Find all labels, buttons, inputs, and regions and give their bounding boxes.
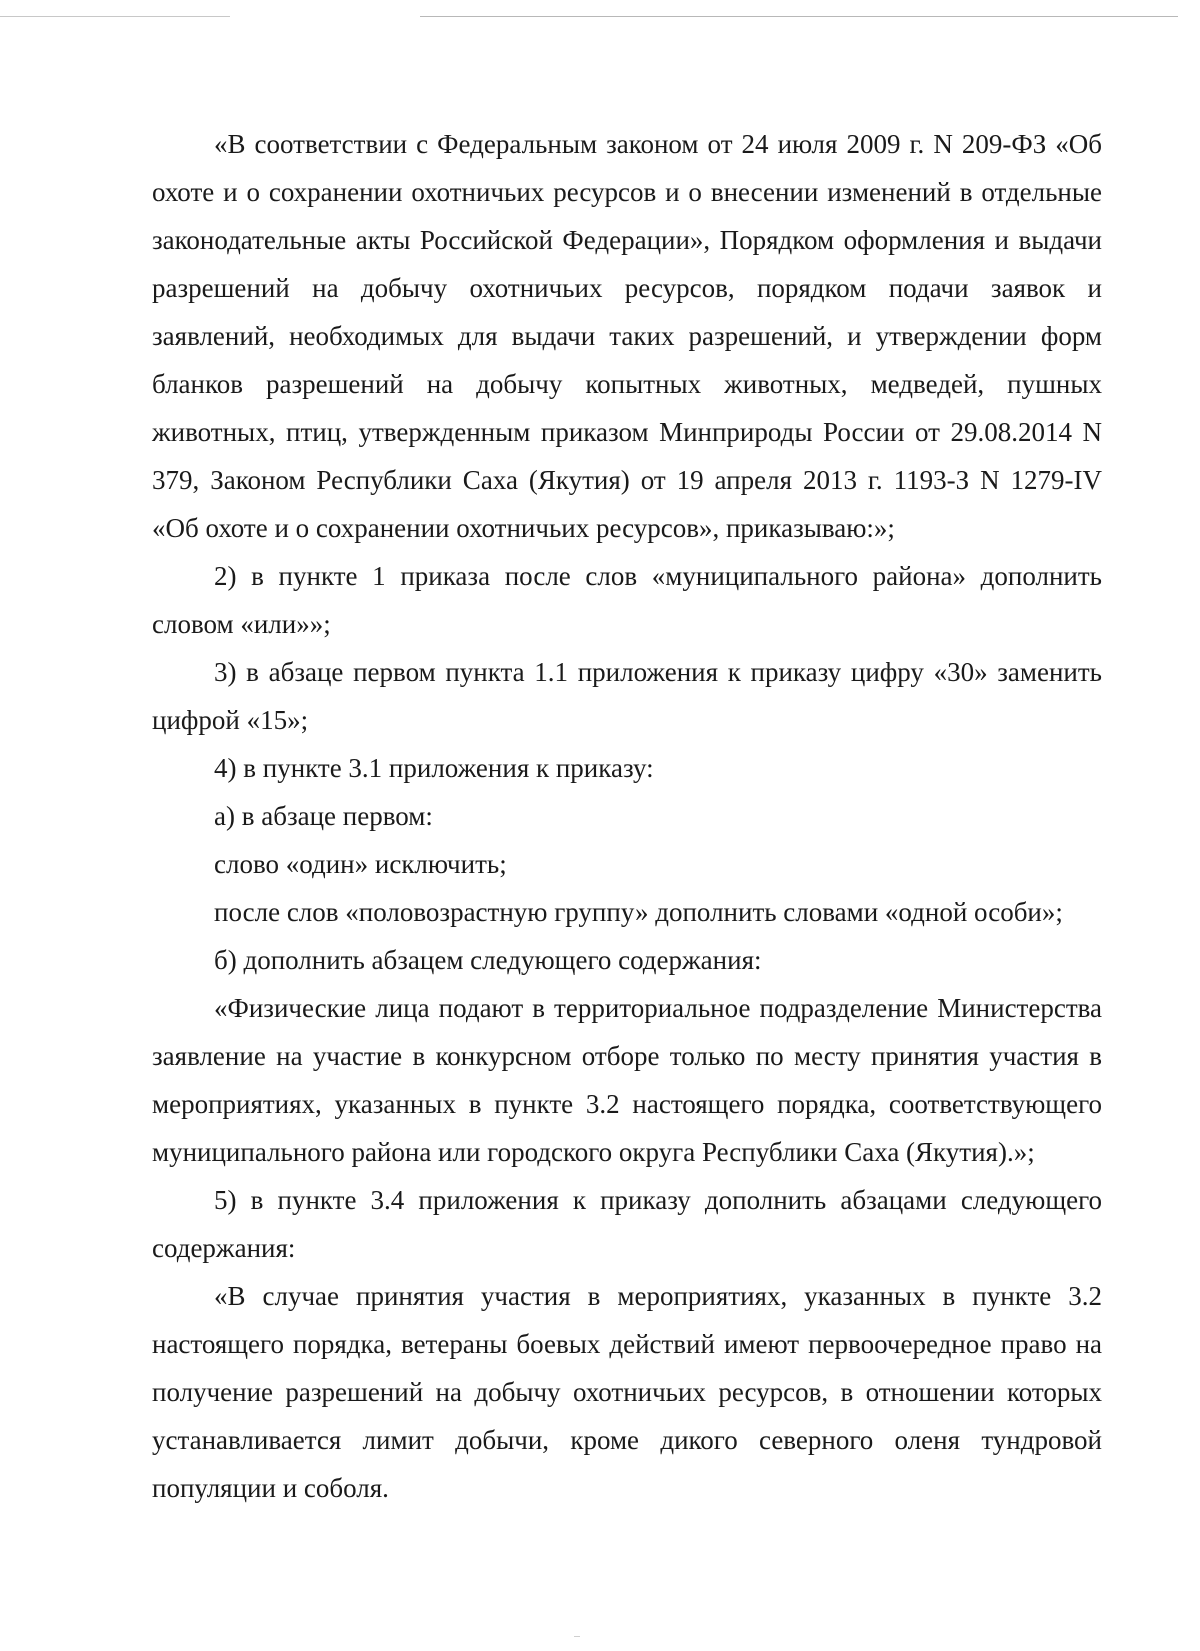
paragraph-item-2: 2) в пункте 1 приказа после слов «муниципального района» дополнить словом «или»»; <box>152 561 1102 639</box>
scan-mark <box>574 1636 580 1637</box>
paragraph-add-words: после слов «половозрастную группу» дополнить словами «одной особи»; <box>214 897 1063 927</box>
paragraph-item-4: 4) в пункте 3.1 приложения к приказу: <box>214 753 654 783</box>
paragraph-quoted-individuals: «Физические лица подают в территориальное подразделение Министерства заявление на участие в конкурсном отборе только по месту принятия участия в мероприятиях, указанных в пункте 3.2 настоящего порядка, соответствующего муниципального района или городского округа Республики Саха (Якутия).»; <box>152 993 1102 1167</box>
paragraph-item-3: 3) в абзаце первом пункта 1.1 приложения к приказу цифру «30» заменить цифрой «15»; <box>152 657 1102 735</box>
paragraph-quoted-veterans: «В случае принятия участия в мероприятиях, указанных в пункте 3.2 настоящего порядка, ветераны боевых действий имеют первоочередное право на получение разрешений на добычу охотничьих ресурсов, в отношении которых устанавливается лимит добычи, кроме дикого северного оленя тундровой популяции и соболя. <box>152 1281 1102 1503</box>
scan-edge-line <box>0 16 230 17</box>
paragraph-subitem-b: б) дополнить абзацем следующего содержания: <box>214 945 762 975</box>
scan-edge-line <box>420 16 1178 17</box>
paragraph-item-5: 5) в пункте 3.4 приложения к приказу дополнить абзацами следующего содержания: <box>152 1185 1102 1263</box>
paragraph-preamble: «В соответствии с Федеральным законом от 24 июля 2009 г. N 209-ФЗ «Об охоте и о сохранении охотничьих ресурсов и о внесении изменений в отдельные законодательные акты Российской Федерации», Порядком оформления и выдачи разрешений на добычу охотничьих ресурсов, порядком подачи заявок и заявлений, необходимых для выдачи таких разрешений, и утверждении форм бланков разрешений на добычу копытных животных, медведей, пушных животных, птиц, утвержденным приказом Минприроды России от 29.08.2014 N 379, Законом Республики Саха (Якутия) от 19 апреля 2013 г. 1193-З N 1279-IV «Об охоте и о сохранении охотничьих ресурсов», приказываю:»; <box>152 129 1102 543</box>
document-body <box>152 120 1102 1512</box>
paragraph-exclude-word: слово «один» исключить; <box>214 849 507 879</box>
paragraph-subitem-a: а) в абзаце первом: <box>214 801 433 831</box>
